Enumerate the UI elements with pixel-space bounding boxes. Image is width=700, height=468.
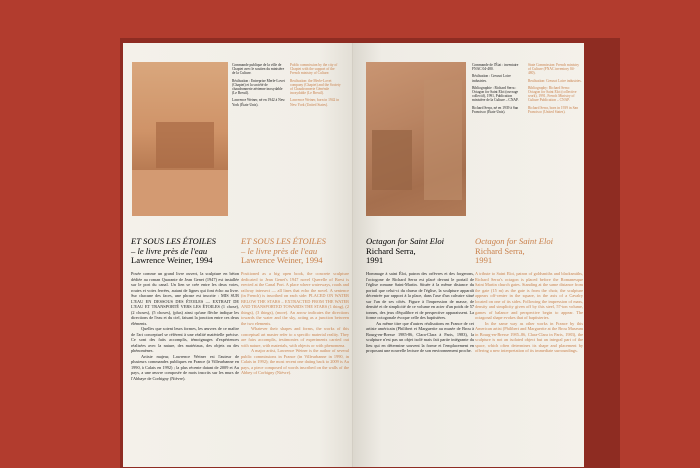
right-meta-fr [472,63,526,117]
right-title-fr [366,237,474,266]
artwork-subtitle: – le livre près de l'eau [131,245,208,256]
meta-line: Bibliography: Richard Serra: Octagon for Saint Eloi (collective work), 1991, French Ministry of Culture Publication – CNAP. [528,85,577,103]
meta-line: Richard Serra, né en 1939 à San Francisco (États-Unis). [472,105,519,114]
meta-line: Commande de l'État : inventaire FNAC 04-480. [472,63,519,72]
left-body-fr [131,271,239,381]
left-meta-fr [232,63,286,110]
left-title-fr [131,237,239,266]
meta-line: Commande publique de la ville de Chaptet avec le soutien du ministère de la Culture. [232,63,285,76]
sculpture-photo-serra [366,62,466,216]
paragraph: Artiste majeur, Lawrence Weiner est l'auteur de plusieurs commandes publiques en France (à Villeurbanne en 1990, à Calais en 1992) ; la plus récente datant de 2009 et Au pays, a une œuvre composée de mots inscrits sur les murs de l'Abbaye de Corbigny (Nièvre). [131,353,239,381]
artwork-title: Octagon for Saint Eloi [475,236,554,246]
meta-line: Realisation: the Merle-Lovet company (Chaptet) and the Society of Chaudronnerie Générale inoxydable (Le Breuil). [290,78,341,96]
paragraph: Positioned as a big open book, the concrete sculpture dedicated to Jean Genet's 1947 novel Querelle of Brest is erected at the Canal Port. A place where waterways, roads and railway intersect — all lines that echo the novel. A sentence (in French) is inscribed on each side: PLACED ON WATER BELOW THE STARS – EXTRACTED FROM THE WATER AND TRANSPORTED TOWARDS THE STARS (1 thing), (2 things), (3 things), (more). An arrow indicates the directions towards the water and the sky, acting as a junction between the two elements. [241,271,349,326]
meta-line: Public commission by the city of Chaptet with the support of the French ministry of Culture. [290,63,338,76]
meta-line: State Commission: French ministry of Culture (FNAC inventory 04-480). [528,63,580,76]
paragraph: A major artist, Lawrence Weiner is the author of several public commissions in France (in Villeurbanne in 1990, in Calais in 1992); the most recent one dating back to 2009 is Au pays, a piece composed of words inscribed on the walls of the Abbey of Corbigny (Nièvre). [241,348,349,375]
meta-line: Lawrence Weiner, born in 1942 in New York (United States). [290,98,339,107]
artwork-year: 1991 [366,255,384,266]
paragraph: Au même titre que d'autres réalisations en France de cet artiste américain (Philibert et Marguerite au musée de Brou à Bourg-en-Bresse 1985-86, Clara-Clara à Paris, 1983), la sculpture n'est pas un objet isolé mais fait partie intégrante du lieu qui en détermine souvent la forme et l'emplacement en proposant une nouvelle lecture de son environnement proche. [366,320,474,353]
artist-name: Richard Serra, [475,245,525,256]
meta-line: Richard Serra, born in 1939 in San Francisco (United States). [528,105,579,114]
right-body-fr [366,271,474,354]
paragraph: A tribute to Saint Eloi, patron of goldsmiths and blacksmiths, Richard Serra's octagon is placed before the Romanesque Saint Martin church gates. Standing at the same distance from the gate (15 m) as the gate is from the choir, the sculpture appears off-center in the square, in the axis of a Cavalry located on one of its sides. Following the impression of mass, density and simplicity given off by this steel, 57-ton volume, games of balance and perspective begin to appear. The octagonal shape evokes that of baptisteries. [475,271,583,320]
left-body-en [241,271,349,376]
right-page [354,43,584,467]
paragraph: Posée comme un grand livre ouvert, la sculpture en béton dédiée au roman Quarante de Jean Genet (1947) est installée sur le port du canal. Un lien se crée entre les deux voies, routes et voies ferrées, autant de lignes qui font écho au livre. Sur chacune des faces, une phrase est inscrite : MIS SUR L'EAU EN DESSOUS DES ÉTOILES — EXTRAIT DE L'EAU ET TRANSPORTÉ VERS LES ÉTOILES (1 chose), (2 choses), (5 choses), (plus) ainsi qu'une flèche indique les directions de l'eau et du ciel, faisant la jonction entre ces deux éléments. [131,271,239,326]
left-title-en [241,237,349,266]
meta-line: Lawrence Weiner, né en 1942 à New York (États-Unis). [232,98,285,107]
paragraph: Hommage à saint Éloi, patron des orfèvres et des forgerons, l'octogone de Richard Serra est placé devant le portail de l'église romane Saint-Martin. Située à la même distance du portail que celui-ci du chœur de l'église, la sculpture apparaît décentrée par rapport à la place, dans l'axe d'un calvaire situé sur l'un de ses côtés. Figure à l'impression de masse, de densité et de simplicité de ce volume en acier d'un poids de 57 tonnes, des jeux d'équilibre et de perspective apparaissent. La forme octogonale évoque celle des baptistères. [366,271,474,320]
meta-line: Réalisation : Creusot Loire industries. [472,74,511,83]
meta-line: Réalisation : Entreprise Merle-Lovet (Chaptet) et la société de chaudronnerie aérienne inoxydable (Le Breuil). [232,78,285,96]
right-title-en [475,237,583,266]
right-body-en [475,271,583,354]
artwork-title: Octagon for Saint Eloi [366,236,445,246]
artwork-title: ET SOUS LES ÉTOILES [131,236,216,246]
paragraph: In the same way as other works in France by this American artist (Philibert and Marguerite at the Brou Museum in Bourg-en-Bresse 1985–86, Clara-Clara in Paris, 1983), the sculpture is not an isolated object but an integral part of the space, which often determines its shape and placement by offering a new interpretation of its immediate surroundings. [475,320,583,353]
left-page [123,43,354,467]
paragraph: Whatever their shapes and forms, the works of this conceptual art master refer to a specific material reality. They are fairs accomplis, testimonies of experiments carried out with nature, with materials, with objects or with phenomena. [241,326,349,348]
right-meta-en [528,63,582,117]
artwork-year: 1991 [475,255,493,266]
sculpture-photo-weiner [132,62,228,216]
artwork-title: ET SOUS LES ÉTOILES [241,236,326,246]
artist-name: Richard Serra, [366,245,416,256]
left-meta-en [290,63,344,110]
paragraph: Quelles que soient leurs formes, les œuvres de ce maître de l'art conceptuel se réfèrent à une réalité matérielle précise. Ce sont des faits accomplis, témoignages d'expériences réalisées avec la nature, des matériaux, des objets ou des phénomènes. [131,326,239,353]
artist-year: Lawrence Weiner, 1994 [241,255,323,266]
meta-line: Bibliographie : Richard Serra : Octagon for Saint Eloi (ouvrage collectif), 1991, Publication ministère de la Culture – CNAP. [472,85,519,103]
artist-year: Lawrence Weiner, 1994 [131,255,213,266]
meta-line: Realisation: Creusot Loire industries. [528,78,582,83]
artwork-subtitle: – le livre près de l'eau [241,245,318,256]
